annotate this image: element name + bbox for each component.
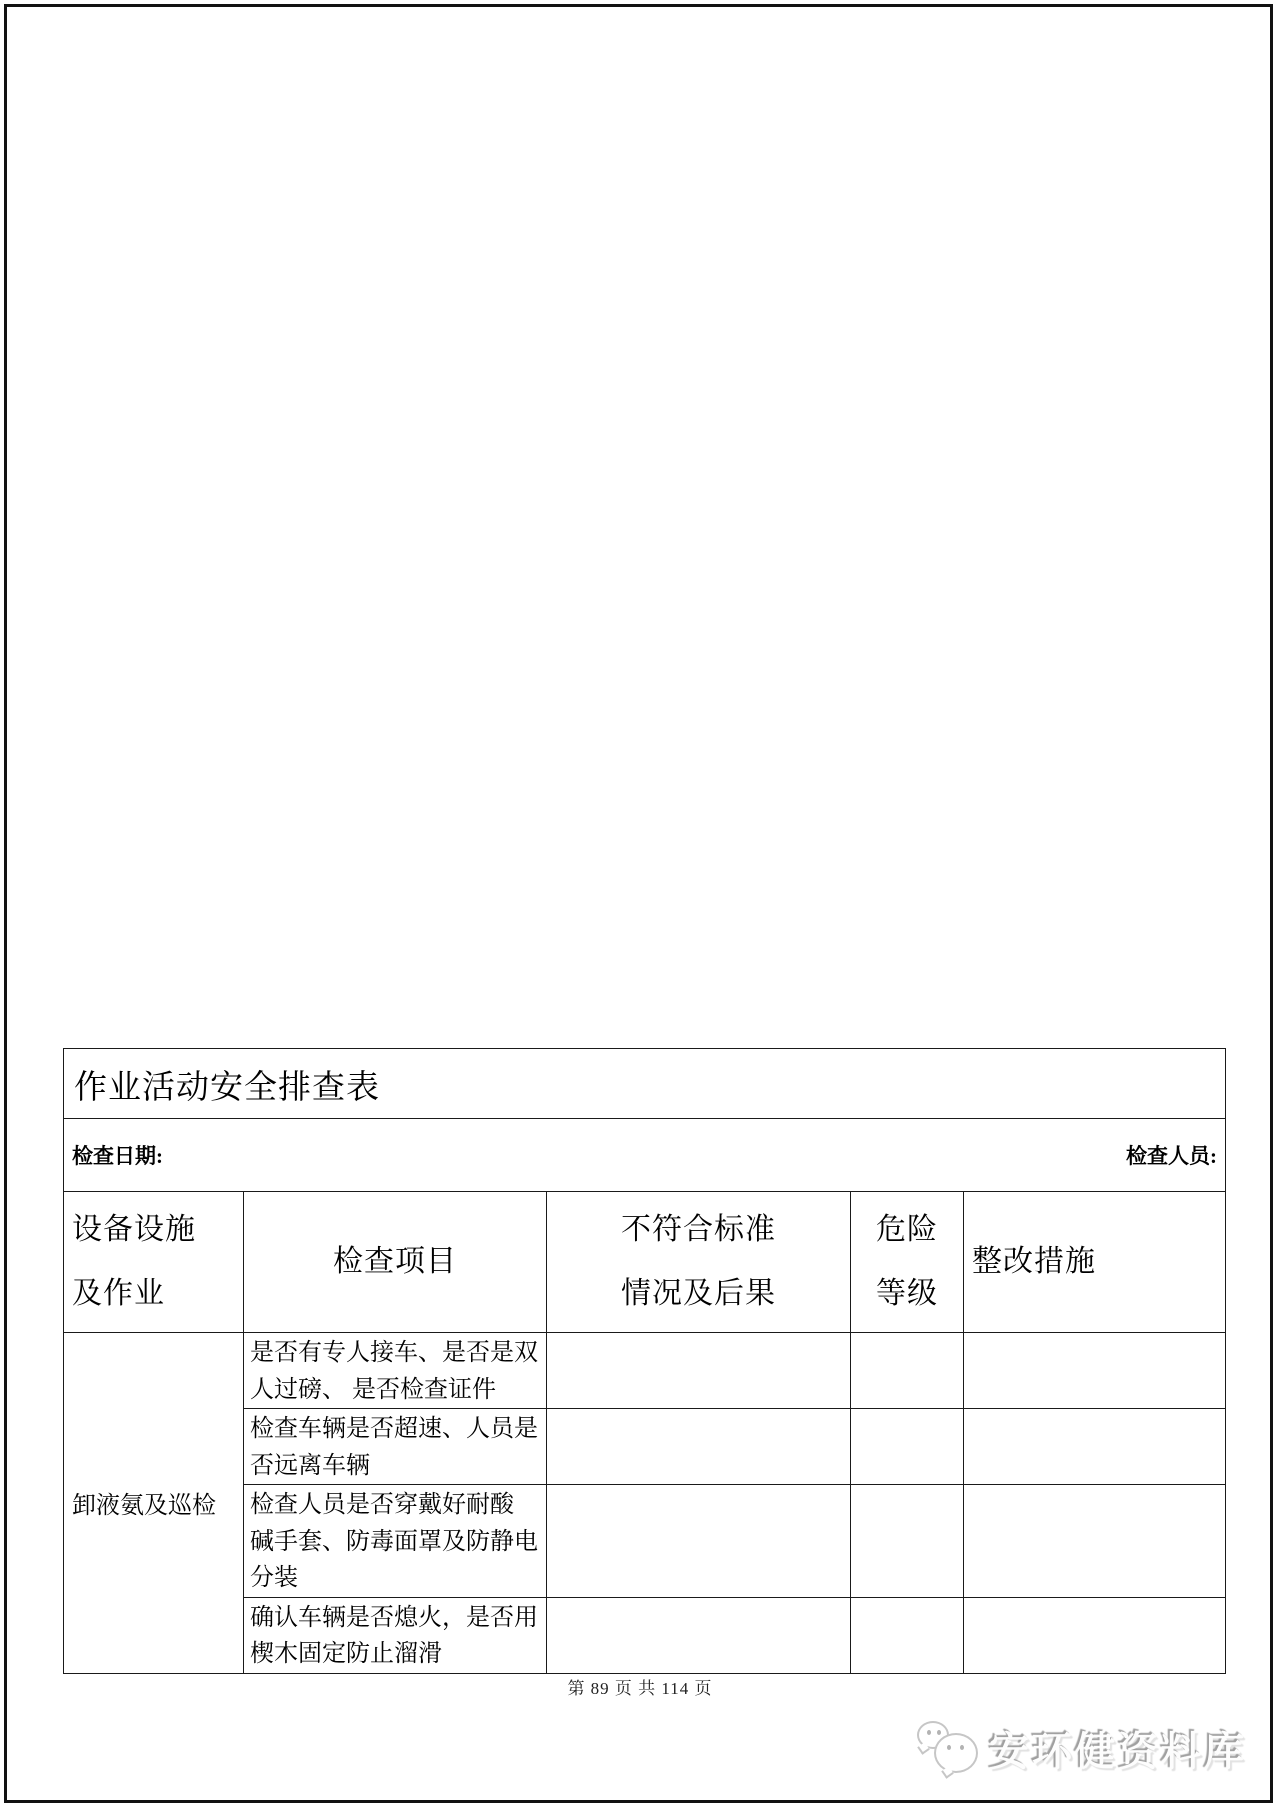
- header-check-item: 检查项目: [244, 1192, 547, 1333]
- watermark: [917, 1718, 1247, 1778]
- check-item-cell: 检查人员是否穿戴好耐酸 碱手套、防毒面罩及防静电 分装: [244, 1485, 547, 1598]
- check-item-cell: 确认车辆是否熄火，是否用 楔木固定防止溜滑: [244, 1597, 547, 1673]
- risk-level-cell: [851, 1485, 964, 1598]
- inspector-label: 检查人员:: [1126, 1144, 1217, 1168]
- date-row: [64, 1119, 1226, 1192]
- table-title: 作业活动安全排查表: [64, 1049, 1226, 1119]
- check-item-cell: 是否有专人接车、是否是双 人过磅、 是否检查证件: [244, 1333, 547, 1409]
- corrective-action-cell: [964, 1597, 1226, 1673]
- safety-inspection-table: [63, 1048, 1226, 1674]
- risk-level-cell: [851, 1333, 964, 1409]
- nonconformance-cell: [547, 1333, 851, 1409]
- page-number: 第 89 页 共 114 页: [567, 1679, 713, 1698]
- nonconformance-cell: [547, 1597, 851, 1673]
- header-risk-level: 危险 等级: [851, 1192, 964, 1333]
- watermark-label: 安环健资料库: [989, 1729, 1247, 1774]
- risk-level-cell: [851, 1597, 964, 1673]
- check-item-cell: 检查车辆是否超速、人员是 否远离车辆: [244, 1409, 547, 1485]
- corrective-action-cell: [964, 1409, 1226, 1485]
- nonconformance-cell: [547, 1409, 851, 1485]
- header-corrective-action: 整改措施: [964, 1192, 1226, 1333]
- nonconformance-cell: [547, 1485, 851, 1598]
- corrective-action-cell: [964, 1333, 1226, 1409]
- corrective-action-cell: [964, 1485, 1226, 1598]
- table-row: [64, 1333, 1226, 1409]
- inspection-date-label: 检查日期:: [72, 1144, 163, 1168]
- header-equipment: 设备设施 及作业: [64, 1192, 244, 1333]
- wechat-logo-icon: [917, 1718, 983, 1778]
- risk-level-cell: [851, 1409, 964, 1485]
- header-nonconformance: 不符合标准 情况及后果: [547, 1192, 851, 1333]
- activity-cell: 卸液氨及巡检: [64, 1333, 244, 1674]
